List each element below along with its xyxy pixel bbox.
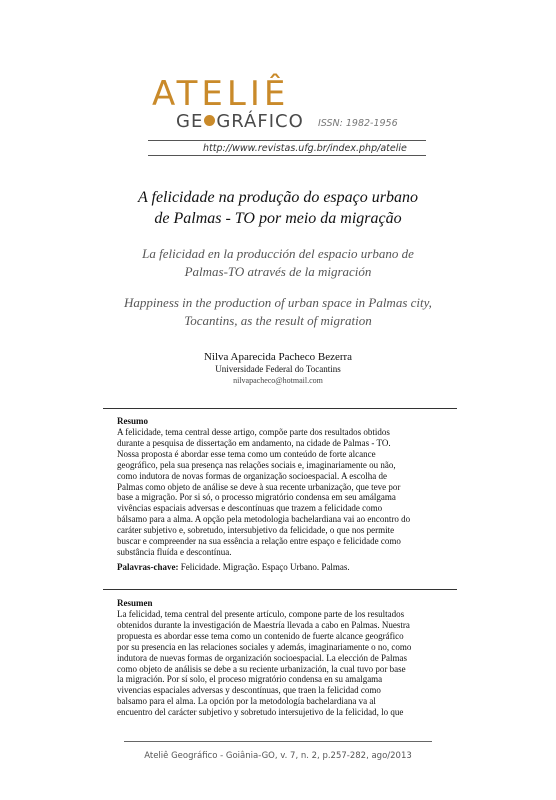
resumen-text: La felicidad, tema central del presente artículo, compone parte de los resultados obtenidos durante la investigación de Maestría llevada a cabo en Palmas. Nuestra propuesta es abordar esse tema como un contenido de fuerte alcance geográfico por su presencia en las relaciones sociales y además, imaginariamente o no, como indutora de nuevas formas de organización socioespacial. La elección de Palmas como objeto de análisis se debe a su reciente urbanización, la cual tuvo por base la migración. Por sí solo, el proceso migratório condensa en su amalgama vivencias espaciales adversas y descontínuas, que traen la felicidad como balsamo para el alma. La opción por la metodología bachelardiana va al encuentro del carácter subjetivo y sobretudo intersujetivo de la felicidad, lo que	[117, 609, 412, 718]
header-rule-bottom	[148, 155, 426, 156]
resumo-rule	[103, 408, 457, 409]
logo-globe-icon	[204, 115, 215, 126]
title-spanish: La felicidad en la producción del espacio urbano de Palmas-TO através de la migración	[142, 246, 414, 279]
footer-citation: Ateliê Geográfico - Goiânia-GO, v. 7, n. 2, p.257-282, ago/2013	[144, 751, 412, 761]
footer-rule	[124, 741, 432, 742]
author-institution: Universidade Federal do Tocantins	[215, 364, 341, 374]
keywords: Palavras-chave: Felicidade. Migração. Espaço Urbano. Palmas.	[117, 562, 350, 572]
journal-url[interactable]: http://www.revistas.ufg.br/index.php/atelie	[203, 143, 407, 154]
title-english: Happiness in the production of urban space in Palmas city, Tocantins, as the result of migration	[124, 295, 432, 328]
resumen-rule	[103, 589, 457, 590]
issn: ISSN: 1982-1956	[318, 118, 398, 129]
title-portuguese: A felicidade na produção do espaço urbano de Palmas - TO por meio da migração	[138, 189, 418, 227]
resumo-text: A felicidade, tema central desse artigo, compõe parte dos resultados obtidos durante a pesquisa de dissertação em andamento, na cidade de Palmas - TO. Nossa proposta é abordar esse tema como um conteúdo de forte alcance geográfico, pela sua presença nas relações sociais e, imaginariamente ou não, como indutora de novas formas de organização socioespacial. A escolha de Palmas como objeto de análise se deve à sua recente urbanização, que teve por base a migração. Por si só, o processo migratório condensa em seu amálgama vivências espaciais adversas e descontínuas que trazem a felicidade como bálsamo para a alma. A opção pela metodologia bachelardiana vai ao encontro do caráter subjetivo e, sobretudo, intersubjetivo da felicidade, o que nos permite buscar e compreender na sua essência a relação entre espaço e felicidade como substância fluída e descontínua.	[117, 427, 411, 557]
author-name: Nilva Aparecida Pacheco Bezerra	[203, 351, 353, 363]
resumo-heading: Resumo	[117, 416, 148, 426]
journal-logo-title: ATELIÊ	[152, 74, 290, 114]
author-email: nilvapacheco@hotmail.com	[233, 376, 323, 385]
journal-logo-subtitle: GE GRÁFICO	[176, 111, 304, 132]
header-rule-top	[148, 140, 426, 141]
resumen-heading: Resumen	[117, 598, 153, 608]
